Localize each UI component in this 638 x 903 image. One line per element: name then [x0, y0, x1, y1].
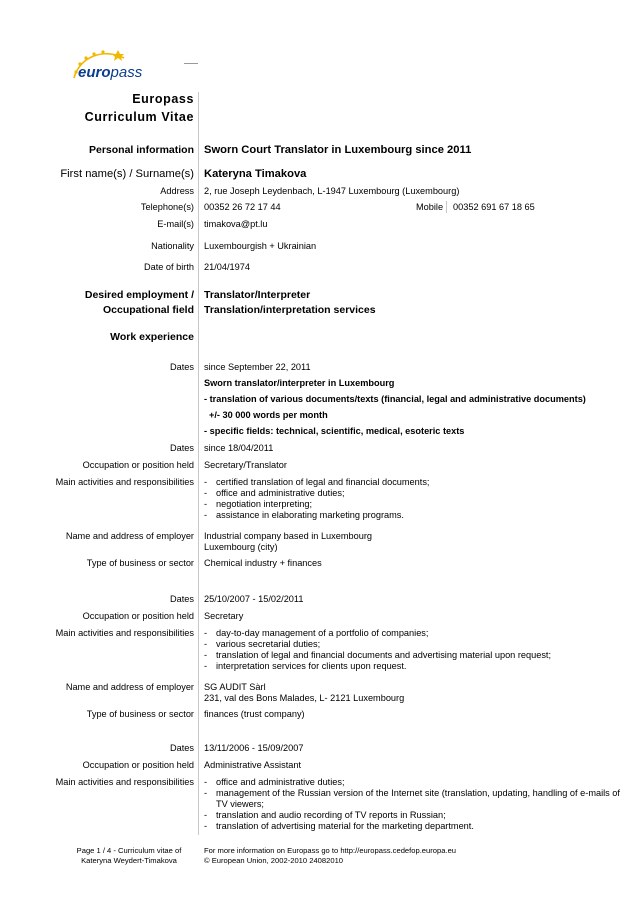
- job2-occupation: Secretary/Translator: [204, 460, 287, 470]
- job2-occupation-label: Occupation or position held: [82, 460, 194, 470]
- name-label: First name(s) / Surname(s): [60, 168, 194, 180]
- desired-employment-label: Desired employment /: [84, 289, 194, 301]
- job3-employer-line1: SG AUDIT Sàrl: [204, 682, 266, 692]
- list-item: - negotiation interpreting;: [204, 499, 429, 510]
- cv-title-line1: Europass: [132, 92, 194, 106]
- job1-detail-volume: +/- 30 000 words per month: [209, 410, 328, 420]
- list-item: - translation of advertising material for the marketing department.: [204, 821, 620, 832]
- job3-business: finances (trust company): [204, 709, 305, 719]
- job1-detail-fields: - specific fields: technical, scientific, medical, esoteric texts: [204, 426, 465, 436]
- headline: Sworn Court Translator in Luxembourg since 2011: [204, 144, 472, 156]
- work-experience-label: Work experience: [110, 331, 194, 343]
- occupational-field-label: Occupational field: [102, 304, 194, 316]
- name-value: Kateryna Timakova: [204, 168, 307, 180]
- list-item-continuation-text: TV viewers;: [216, 799, 264, 809]
- job2-employer-label: Name and address of employer: [65, 531, 194, 541]
- desired-employment-value: Translator/Interpreter: [204, 289, 311, 301]
- job3-occupation: Secretary: [204, 611, 244, 621]
- job1-title: Sworn translator/interpreter in Luxembourg: [204, 378, 395, 388]
- job4-occupation: Administrative Assistant: [204, 760, 302, 770]
- mobile-value: 00352 691 67 18 65: [453, 202, 535, 212]
- mobile-separator: [446, 201, 447, 213]
- telephone-label: Telephone(s): [140, 202, 194, 212]
- job4-occupation-label: Occupation or position held: [82, 760, 194, 770]
- job4-activities-label: Main activities and responsibilities: [55, 777, 194, 787]
- footer-copyright: © European Union, 2002-2010 24082010: [204, 856, 344, 865]
- job1-dates: since September 22, 2011: [204, 362, 311, 372]
- nationality-value: Luxembourgish + Ukrainian: [204, 241, 317, 251]
- dob-label: Date of birth: [143, 262, 194, 272]
- list-item: - management of the Russian version of the Internet site (translation, updating, handling of e-mails of: [204, 788, 620, 799]
- logo-rule: [184, 63, 198, 64]
- footer-europass-link[interactable]: For more information on Europass go to http://europass.cedefop.europa.eu: [204, 846, 457, 855]
- job2-dates-label: Dates: [169, 443, 194, 453]
- footer-europass-info: [204, 846, 456, 866]
- list-item: - certified translation of legal and financial documents;: [204, 477, 429, 488]
- job3-occupation-label: Occupation or position held: [82, 611, 194, 621]
- job2-activities-list: [204, 477, 429, 521]
- job2-employer-line2: Luxembourg (city): [204, 542, 278, 552]
- cv-title-line2: Curriculum Vitae: [84, 110, 194, 124]
- address-value: 2, rue Joseph Leydenbach, L-1947 Luxembourg (Luxembourg): [204, 186, 460, 196]
- personal-information-label: Personal information: [88, 144, 194, 156]
- job1-dates-label: Dates: [169, 362, 194, 372]
- list-item: - assistance in elaborating marketing programs.: [204, 510, 429, 521]
- europass-wordmark: europass: [78, 64, 143, 81]
- email-label: E-mail(s): [157, 219, 194, 229]
- list-item-continuation: [204, 799, 620, 810]
- occupational-field-value: Translation/interpretation services: [204, 304, 376, 316]
- job3-business-label: Type of business or sector: [86, 709, 194, 719]
- job2-business-label: Type of business or sector: [86, 558, 194, 568]
- list-item: - interpretation services for clients upon request.: [204, 661, 551, 672]
- address-label: Address: [160, 186, 194, 196]
- telephone-value: 00352 26 72 17 44: [204, 202, 281, 212]
- list-item: - various secretarial duties;: [204, 639, 551, 650]
- job4-dates: 13/11/2006 - 15/09/2007: [204, 743, 304, 753]
- dob-value: 21/04/1974: [204, 262, 250, 272]
- job1-detail-translation: - translation of various documents/texts (financial, legal and administrative documents): [204, 394, 586, 404]
- job3-employer-line2: 231, val des Bons Malades, L- 2121 Luxembourg: [204, 693, 405, 703]
- nationality-label: Nationality: [151, 241, 194, 251]
- job3-dates: 25/10/2007 - 15/02/2011: [204, 594, 304, 604]
- job2-activities-label: Main activities and responsibilities: [55, 477, 194, 487]
- job3-activities-list: [204, 628, 551, 672]
- mobile-label: Mobile: [416, 202, 444, 212]
- footer-page-number: Page 1 / 4 - Curriculum vitae of: [76, 846, 182, 855]
- job2-business: Chemical industry + finances: [204, 558, 322, 568]
- list-item: - translation and audio recording of TV reports in Russian;: [204, 810, 620, 821]
- job3-employer-label: Name and address of employer: [65, 682, 194, 692]
- europass-logo: [62, 42, 202, 92]
- list-item: - office and administrative duties;: [204, 777, 620, 788]
- job2-dates: since 18/04/2011: [204, 443, 274, 453]
- email-value[interactable]: timakova@pt.lu: [204, 219, 268, 229]
- footer-cv-owner: Kateryna Weydert-Timakova: [81, 856, 177, 865]
- footer-page-info: [64, 846, 194, 866]
- list-item: - day-to-day management of a portfolio of companies;: [204, 628, 551, 639]
- job2-employer-line1: Industrial company based in Luxembourg: [204, 531, 373, 541]
- job4-activities-list: [204, 777, 620, 832]
- list-item: - office and administrative duties;: [204, 488, 429, 499]
- job3-dates-label: Dates: [169, 594, 194, 604]
- job3-activities-label: Main activities and responsibilities: [55, 628, 194, 638]
- job4-dates-label: Dates: [169, 743, 194, 753]
- list-item: - translation of legal and financial documents and advertising material upon request;: [204, 650, 551, 661]
- column-divider: [198, 92, 199, 835]
